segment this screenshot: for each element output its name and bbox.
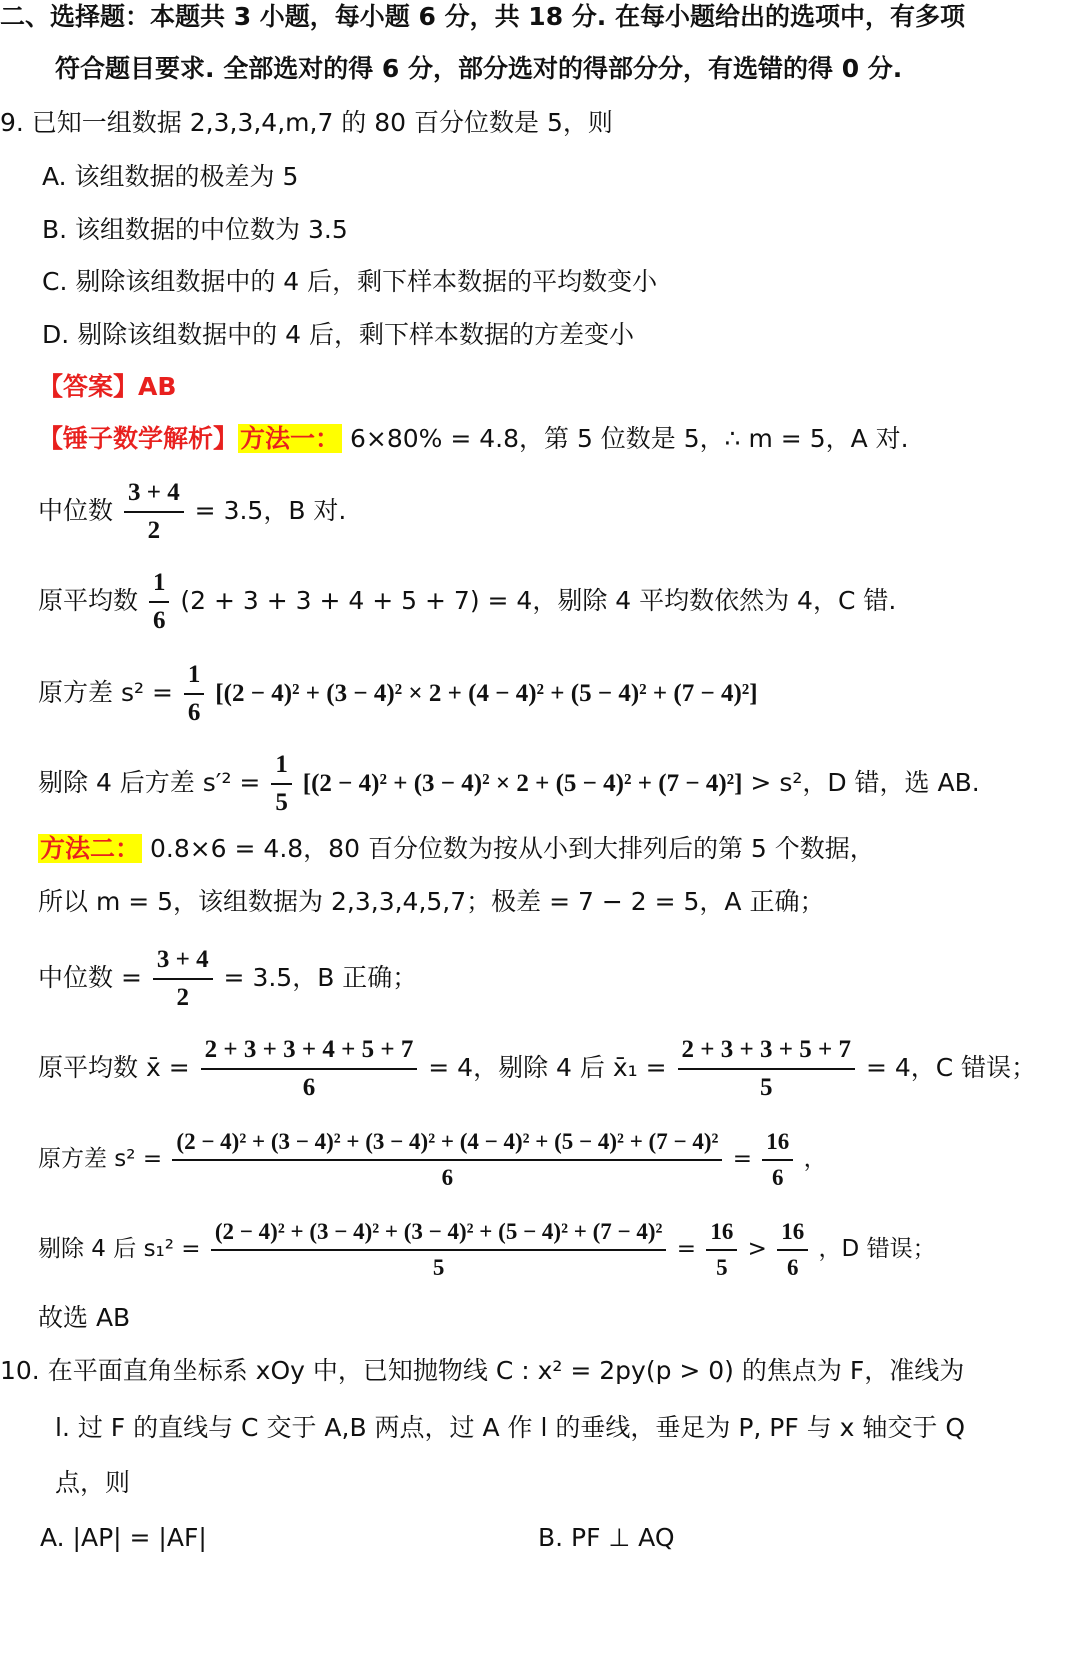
var2-rnum: 16 [762, 1128, 793, 1161]
var1b-fraction [271, 750, 292, 818]
method1-label: 方法一： [240, 424, 341, 453]
var2b-prefix: 剔除 4 后 s₁² = [38, 1236, 208, 1263]
var1b-den: 5 [275, 789, 288, 816]
var1-prefix: 原方差 s² = [38, 678, 181, 707]
mean2-fraction2 [678, 1035, 855, 1103]
q9-stem: 9. 已知一组数据 2,3,3,4,m,7 的 80 百分位数是 5，则 [0, 108, 613, 137]
median1-suffix: = 3.5，B 对. [194, 496, 347, 525]
var2-prefix: 原方差 s² = [38, 1146, 170, 1173]
q9-answer [38, 372, 176, 402]
median2-num: 3 + 4 [153, 945, 213, 980]
answer-label: 【答案】 [38, 372, 139, 401]
q9-median1 [38, 478, 346, 546]
method1-text: 6×80% = 4.8，第 5 位数是 5，∴ m = 5，A 对. [349, 424, 909, 453]
var2b-result [706, 1218, 737, 1281]
q9-median2 [38, 945, 417, 1013]
var2-rden: 6 [772, 1164, 784, 1190]
q10-option-a: A. |AP| = |AF| [40, 1523, 207, 1552]
var2b-result2 [777, 1218, 808, 1281]
q9-option-a: A. 该组数据的极差为 5 [42, 162, 299, 191]
mean1-den: 6 [152, 607, 166, 634]
median1-fraction [124, 478, 184, 546]
mean2-num: 2 + 3 + 3 + 4 + 5 + 7 [201, 1035, 418, 1070]
section-header-line1: 二、选择题：本题共 3 小题，每小题 6 分，共 18 分. 在每小题给出的选项中，有多项 [0, 2, 966, 31]
mean1-body: (2 + 3 + 3 + 4 + 5 + 7) = 4，剔除 4 平均数依然为 4，C 错. [180, 586, 897, 615]
var2-eq: = [732, 1146, 760, 1173]
median2-den: 2 [176, 984, 189, 1011]
var2b-den: 5 [432, 1254, 445, 1280]
q9-var1b [38, 750, 980, 818]
analysis-label: 【锤子数学解析】 [38, 424, 239, 453]
var2b-eq: = [676, 1236, 704, 1263]
var1b-prefix: 剔除 4 后方差 s′² = [38, 768, 269, 797]
var2b-gt: > [747, 1236, 775, 1263]
q9-var1 [38, 660, 758, 728]
var1-den: 6 [187, 699, 201, 726]
var1b-suffix: > s²，D 错，选 AB. [750, 768, 980, 797]
median1-prefix: 中位数 [38, 496, 114, 525]
method2-text1: 0.8×6 = 4.8，80 百分位数为按从小到大排列后的第 5 个数据， [149, 834, 875, 863]
q9-var2 [38, 1128, 827, 1191]
var1-body: [(2 − 4)² + (3 − 4)² × 2 + (4 − 4)² + (5 − 4)² + (7 − 4)²] [215, 680, 758, 707]
mean2-den2: 5 [759, 1074, 773, 1101]
var1-fraction [184, 660, 205, 728]
var1-num: 1 [184, 660, 205, 695]
var2b-fraction [211, 1218, 667, 1281]
answer-value: AB [138, 372, 177, 401]
var2-fraction [172, 1128, 722, 1191]
median1-num: 3 + 4 [124, 478, 184, 513]
mean2-fraction [201, 1035, 418, 1103]
q9-conclusion: 故选 AB [38, 1303, 131, 1332]
median2-fraction [153, 945, 213, 1013]
q9-method2-line2: 所以 m = 5，该组数据为 2,3,3,4,5,7；极差 = 7 − 2 = 5，A 正确； [38, 887, 825, 916]
q9-method1-line [38, 424, 909, 454]
mean2-den: 6 [302, 1074, 316, 1101]
q9-option-d: D. 剔除该组数据中的 4 后，剩下样本数据的方差变小 [42, 320, 634, 349]
var2b-rden: 5 [716, 1254, 728, 1280]
mean2-num2: 2 + 3 + 3 + 5 + 7 [678, 1035, 855, 1070]
mean2-suffix: = 4，C 错误； [865, 1053, 1037, 1082]
median1-den: 2 [147, 517, 161, 544]
mean1-prefix: 原平均数 [38, 586, 139, 615]
var2-suffix: ， [803, 1146, 827, 1173]
var2b-suffix: ，D 错误； [818, 1236, 936, 1263]
q10-option-b: B. PF ⊥ AQ [538, 1523, 675, 1552]
mean1-num: 1 [149, 568, 170, 603]
q10-line3: 点，则 [55, 1468, 131, 1497]
mean2-mid: = 4，剔除 4 后 x̄₁ = [428, 1053, 675, 1082]
var2b-num: (2 − 4)² + (3 − 4)² + (3 − 4)² + (5 − 4)² + (7 − 4)² [211, 1218, 667, 1251]
var2b-r2den: 6 [786, 1254, 799, 1280]
q9-var2b [38, 1218, 936, 1281]
var2b-rnum: 16 [706, 1218, 737, 1251]
method2-label: 方法二： [40, 834, 141, 863]
var2-den: 6 [441, 1164, 454, 1190]
q9-option-b: B. 该组数据的中位数为 3.5 [42, 215, 348, 244]
var1b-num: 1 [271, 750, 292, 785]
var2-num: (2 − 4)² + (3 − 4)² + (3 − 4)² + (4 − 4)² + (5 − 4)² + (7 − 4)² [172, 1128, 722, 1161]
mean2-prefix: 原平均数 x̄ = [38, 1053, 198, 1082]
q10-line1: 10. 在平面直角坐标系 xOy 中，已知抛物线 C : x² = 2py(p > 0) 的焦点为 F，准线为 [0, 1356, 965, 1385]
median2-suffix: = 3.5，B 正确； [223, 963, 418, 992]
q9-mean1 [38, 568, 896, 636]
mean1-fraction [149, 568, 170, 636]
section-header-line2: 符合题目要求. 全部选对的得 6 分，部分选对的得部分分，有选错的得 0 分. [55, 54, 903, 83]
var2-result [762, 1128, 793, 1191]
var1b-body: [(2 − 4)² + (3 − 4)² × 2 + (5 − 4)² + (7 − 4)²] [302, 770, 743, 797]
q9-mean2 [38, 1035, 1036, 1103]
q9-method2-line1 [38, 834, 875, 864]
q9-option-c: C. 剔除该组数据中的 4 后，剩下样本数据的平均数变小 [42, 267, 658, 296]
median2-prefix: 中位数 = [38, 963, 150, 992]
q10-line2: l. 过 F 的直线与 C 交于 A,B 两点，过 A 作 l 的垂线，垂足为 P, PF 与 x 轴交于 Q [55, 1413, 966, 1442]
var2b-r2num: 16 [777, 1218, 808, 1251]
